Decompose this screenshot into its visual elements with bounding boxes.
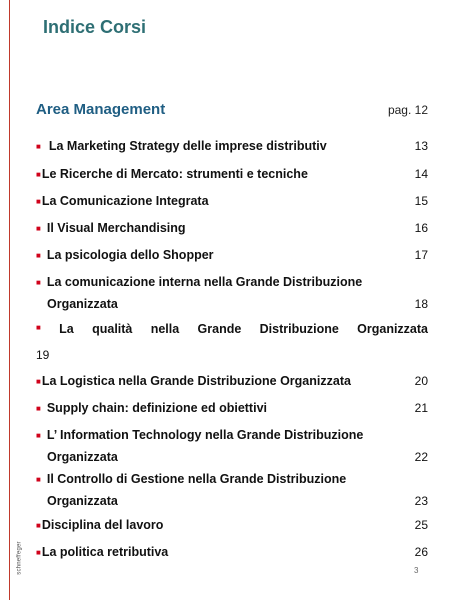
toc-item-page: 16 <box>414 221 428 235</box>
toc-item-label: L’ Information Technology nella Grande Distribuzione <box>46 428 364 442</box>
toc-item-label: La Logistica nella Grande Distribuzione Organizzata <box>41 374 351 388</box>
toc-item-comunicazione-interna[interactable] <box>36 272 428 314</box>
toc-item-page: 23 <box>414 494 428 508</box>
bullet-icon: ■ <box>36 197 41 206</box>
toc-item-label-continued: Organizzata <box>47 494 118 508</box>
toc-item-label: Disciplina del lavoro <box>41 518 164 532</box>
section-header <box>36 101 428 118</box>
toc-item-page: 14 <box>414 167 428 181</box>
toc-item-ricerche-mercato[interactable] <box>36 164 428 186</box>
toc-item-comunicazione-integrata[interactable] <box>36 191 428 213</box>
toc-item-label: Il Visual Merchandising <box>46 221 186 235</box>
page-title: Indice Corsi <box>43 17 147 37</box>
bullet-icon: ■ <box>36 323 41 332</box>
bullet-icon: ■ <box>36 224 41 233</box>
toc-item-psicologia-shopper[interactable] <box>36 245 428 267</box>
toc-item-label-continued: Organizzata <box>47 450 118 464</box>
bullet-icon: ■ <box>36 548 41 557</box>
section-title: Area Management <box>36 101 166 118</box>
toc-item-label: ■ La qualità nella Grande Distribuzione Organizzata <box>36 319 428 339</box>
toc-item-label: La Marketing Strategy delle imprese distributiv <box>48 139 327 153</box>
toc-item-visual-merchandising[interactable] <box>36 218 428 240</box>
toc-item-label: Il Controllo di Gestione nella Grande Distribuzione <box>46 472 347 486</box>
bullet-icon: ■ <box>36 475 41 484</box>
toc-item-page: 18 <box>414 297 428 311</box>
toc-item-marketing-strategy[interactable] <box>36 136 428 158</box>
toc-item-label: La comunicazione interna nella Grande Distribuzione <box>46 275 363 289</box>
page-number: 3 <box>414 566 419 575</box>
toc-item-disciplina-lavoro[interactable] <box>36 515 428 537</box>
toc-item-label: La Comunicazione Integrata <box>41 194 209 208</box>
toc-item-controllo-gestione[interactable] <box>36 469 428 511</box>
toc-item-label: La politica retributiva <box>41 545 169 559</box>
toc-item-logistica[interactable] <box>36 371 428 393</box>
bullet-icon: ■ <box>36 170 41 179</box>
page-border <box>9 0 10 600</box>
toc-item-page: 13 <box>414 139 428 153</box>
toc-item-label: La psicologia dello Shopper <box>46 248 214 262</box>
bullet-icon: ■ <box>36 431 41 440</box>
toc-item-page: 22 <box>414 450 428 464</box>
toc-item-page: 25 <box>414 518 428 532</box>
bullet-icon: ■ <box>36 377 41 386</box>
toc-item-page: 21 <box>414 401 428 415</box>
toc-item-page: 15 <box>414 194 428 208</box>
toc-item-label: Le Ricerche di Mercato: strumenti e tecniche <box>41 167 308 181</box>
toc-item-qualita-gdo[interactable] <box>36 319 428 339</box>
toc-item-politica-retributiva[interactable] <box>36 542 428 564</box>
bullet-icon: ■ <box>36 521 41 530</box>
toc-item-label: Supply chain: definizione ed obiettivi <box>46 401 267 415</box>
toc-item-information-technology[interactable] <box>36 425 428 467</box>
toc-item-page: 20 <box>414 374 428 388</box>
company-logo: schneffeger <box>16 541 23 575</box>
bullet-icon: ■ <box>36 278 41 287</box>
section-page: pag. 12 <box>387 103 428 117</box>
toc-item-supply-chain[interactable] <box>36 398 428 420</box>
toc-item-page: 19 <box>36 348 50 362</box>
bullet-icon: ■ <box>36 251 41 260</box>
toc-item-label-continued: Organizzata <box>47 297 118 311</box>
toc-item-page: 26 <box>414 545 428 559</box>
bullet-icon: ■ <box>36 404 41 413</box>
toc-item-page: 17 <box>414 248 428 262</box>
bullet-icon: ■ <box>36 142 41 151</box>
